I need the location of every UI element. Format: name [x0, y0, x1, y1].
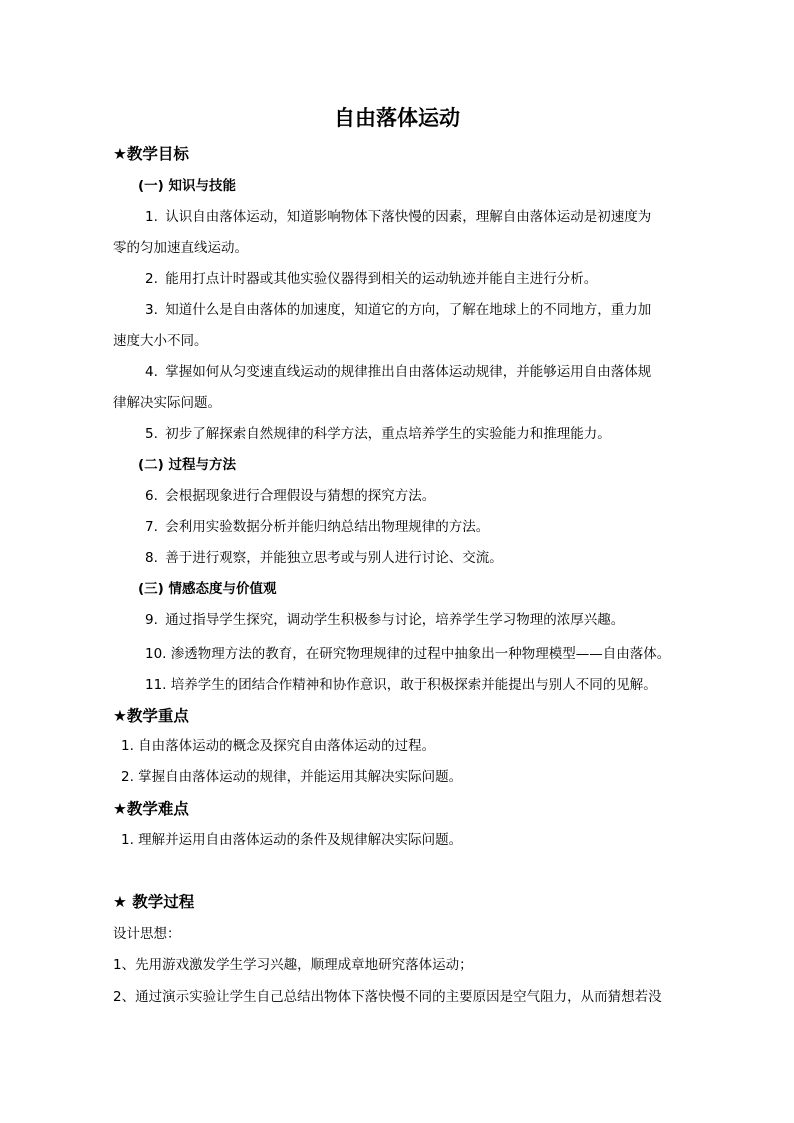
- item-text: 能用打点计时器或其他实验仪器得到相关的运动轨迹并能自主进行分析。: [165, 271, 598, 287]
- section-heading-key-points: ★教学重点: [113, 707, 189, 725]
- item-text: 渗透物理方法的教育，在研究物理规律的过程中抽象出一种物理模型——自由落体。: [170, 646, 671, 662]
- item-number: 5.: [145, 426, 158, 442]
- item-text: 会利用实验数据分析并能归纳总结出物理规律的方法。: [165, 519, 490, 535]
- list-item: [145, 486, 435, 506]
- item-number: 8.: [145, 550, 158, 566]
- section-heading-difficulties: ★教学难点: [113, 800, 189, 818]
- item-number: 6.: [145, 488, 158, 504]
- item-continuation: 零的匀加速直线运动。: [113, 240, 248, 256]
- list-item: [145, 362, 651, 382]
- process-item: 1、先用游戏激发学生学习兴趣，顺理成章地研究落体运动；: [113, 957, 473, 973]
- section-heading-objectives: ★教学目标: [113, 145, 189, 163]
- subsection-heading-knowledge: (一) 知识与技能: [138, 178, 237, 194]
- item-continuation: 律解决实际问题。: [113, 395, 221, 411]
- item-number: 11.: [145, 677, 167, 693]
- subsection-heading-process-methods: (二) 过程与方法: [138, 457, 237, 473]
- list-item: [145, 300, 651, 320]
- item-number: 9.: [145, 612, 158, 628]
- list-item: [145, 644, 670, 664]
- item-text: 会根据现象进行合理假设与猜想的探究方法。: [165, 488, 436, 504]
- item-text: 知道什么是自由落体的加速度，知道它的方向，了解在地球上的不同地方，重力加: [165, 302, 652, 318]
- key-point-item: 2. 掌握自由落体运动的规律，并能运用其解决实际问题。: [121, 769, 463, 785]
- section-heading-process: ★ 教学过程: [113, 893, 195, 911]
- item-number: 1.: [145, 209, 158, 225]
- item-number: 2.: [145, 271, 158, 287]
- item-text: 初步了解探索自然规律的科学方法，重点培养学生的实验能力和推理能力。: [165, 426, 611, 442]
- document-title: 自由落体运动: [334, 106, 460, 130]
- item-number: 3.: [145, 302, 158, 318]
- item-number: 10.: [145, 646, 167, 662]
- design-label: 设计思想：: [113, 926, 181, 942]
- item-continuation: 速度大小不同。: [113, 333, 208, 349]
- item-text: 掌握如何从匀变速直线运动的规律推出自由落体运动规律，并能够运用自由落体规: [165, 364, 652, 380]
- item-number: 7.: [145, 519, 158, 535]
- difficulty-item: 1. 理解并运用自由落体运动的条件及规律解决实际问题。: [121, 832, 463, 848]
- item-text: 培养学生的团结合作精神和协作意识，敢于积极探索并能提出与别人不同的见解。: [170, 677, 657, 693]
- item-text: 通过指导学生探究，调动学生积极参与讨论，培养学生学习物理的浓厚兴趣。: [165, 612, 625, 628]
- list-item: [145, 269, 597, 289]
- process-item: 2、通过演示实验让学生自己总结出物体下落快慢不同的主要原因是空气阻力，从而猜想若没: [113, 989, 662, 1005]
- subsection-heading-attitudes: (三) 情感态度与价值观: [138, 581, 277, 597]
- list-item: [145, 517, 489, 537]
- list-item: [145, 207, 651, 227]
- list-item: [145, 424, 611, 444]
- list-item: [145, 675, 657, 695]
- list-item: [145, 548, 503, 568]
- item-number: 4.: [145, 364, 158, 380]
- item-text: 认识自由落体运动，知道影响物体下落快慢的因素，理解自由落体运动是初速度为: [165, 209, 652, 225]
- key-point-item: 1. 自由落体运动的概念及探究自由落体运动的过程。: [121, 738, 436, 754]
- list-item: [145, 610, 624, 630]
- item-text: 善于进行观察，并能独立思考或与别人进行讨论、交流。: [165, 550, 503, 566]
